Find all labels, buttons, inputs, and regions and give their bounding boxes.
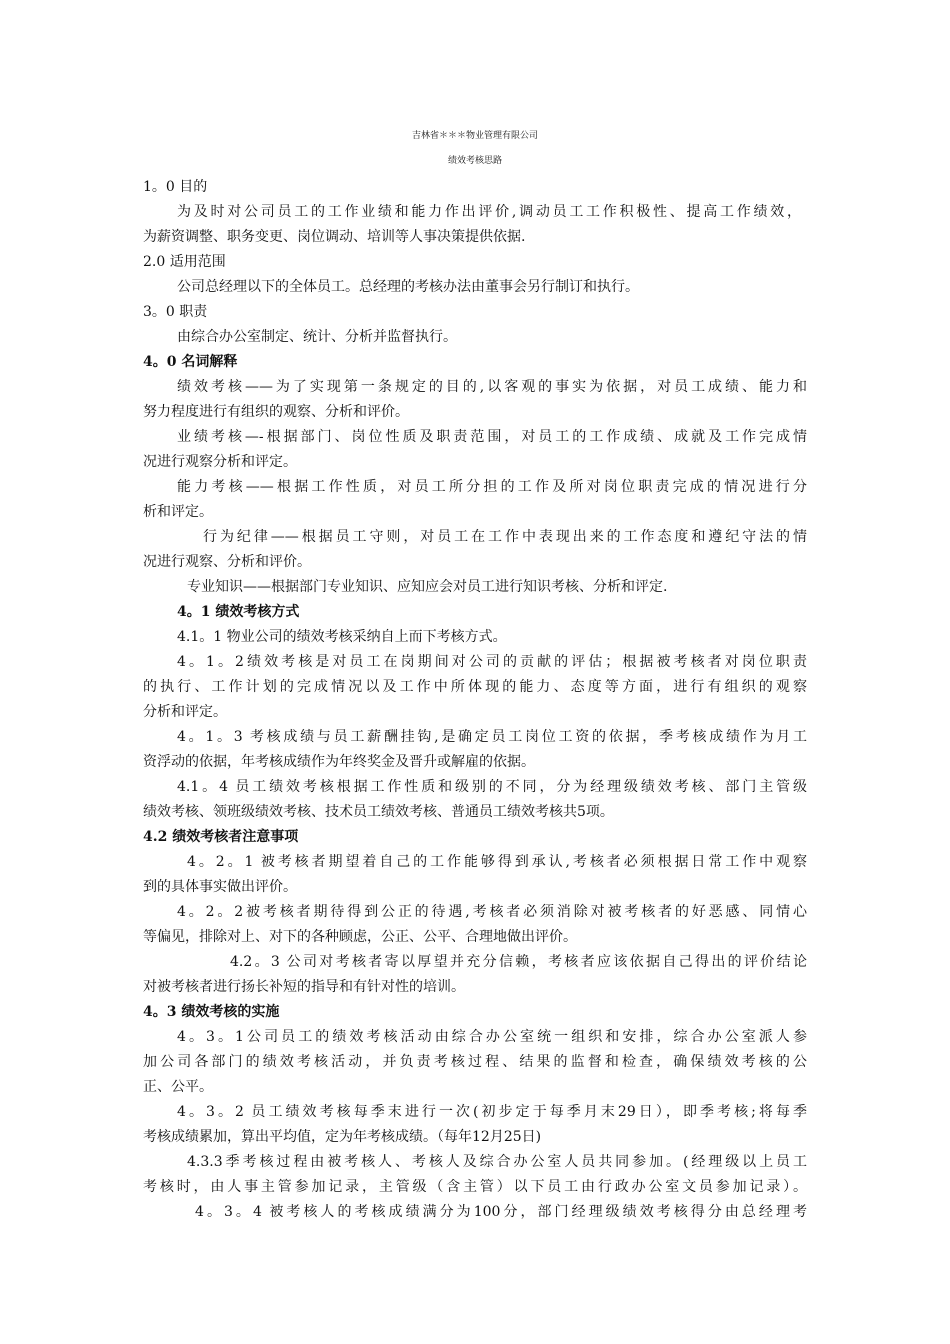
- paragraph-line: 况进行观察、分析和评价。: [143, 554, 311, 570]
- paragraph-line: 考核时，由人事主管参加记录，主管级（含主管）以下员工由行政办公室文员参加记录）。: [143, 1179, 807, 1195]
- paragraph-line: 正、公平。: [143, 1079, 213, 1095]
- paragraph-line: 能力考核——根据工作性质，对员工所分担的工作及所对岗位职责完成的情况进行分: [177, 479, 807, 495]
- document-title: 绩效考核思路: [447, 156, 502, 166]
- paragraph-line: 4。1。3 考核成绩与员工薪酬挂钩,是确定员工岗位工资的依据，季考核成绩作为月工: [177, 729, 807, 745]
- paragraph-line: 4。2。2被考核者期待得到公正的待遇,考核者必须消除对被考核者的好恶感、同情心: [177, 904, 807, 920]
- subsection-heading: 4。3 绩效考核的实施: [143, 1004, 280, 1020]
- paragraph-line: 加公司各部门的绩效考核活动，并负责考核过程、结果的监督和检查，确保绩效考核的公: [143, 1054, 807, 1070]
- paragraph-line: 为薪资调整、职务变更、岗位调动、培训等人事决策提供依据.: [143, 229, 526, 245]
- paragraph-line: 到的具体事实做出评价。: [143, 879, 297, 895]
- paragraph-line: 况进行观察分析和评定。: [143, 454, 297, 470]
- section-heading: 4。0 名词解释: [143, 354, 238, 370]
- paragraph-line: 4。1。2绩效考核是对员工在岗期间对公司的贡献的评估；根据被考核者对岗位职责: [177, 654, 807, 670]
- company-title: 吉林省＊＊＊物业管理有限公司: [411, 131, 538, 141]
- section-heading: 2.0 适用范围: [143, 254, 226, 270]
- paragraph-line: 资浮动的依据，年考核成绩作为年终奖金及晋升或解雇的依据。: [143, 754, 535, 770]
- paragraph-line: 4.1。1 物业公司的绩效考核采纳自上而下考核方式。: [177, 629, 507, 645]
- paragraph-line: 绩效考核、领班级绩效考核、技术员工绩效考核、普通员工绩效考核共5项。: [143, 804, 614, 820]
- paragraph-line: 4.1。4 员工绩效考核根据工作性质和级别的不同，分为经理级绩效考核、部门主管级: [177, 779, 807, 795]
- paragraph-line: 公司总经理以下的全体员工。总经理的考核办法由董事会另行制订和执行。: [177, 279, 639, 295]
- paragraph-line: 专业知识——根据部门专业知识、应知应会对员工进行知识考核、分析和评定.: [187, 579, 668, 595]
- paragraph-line: 绩效考核——为了实现第一条规定的目的,以客观的事实为依据，对员工成绩、能力和: [177, 379, 807, 395]
- paragraph-line: 等偏见，排除对上、对下的各种顾虑，公正、公平、合理地做出评价。: [143, 929, 577, 945]
- paragraph-line: 的执行、工作计划的完成情况以及工作中所体现的能力、态度等方面，进行有组织的观察: [143, 679, 807, 695]
- paragraph-line: 行为纪律——根据员工守则，对员工在工作中表现出来的工作态度和遵纪守法的情: [203, 529, 807, 545]
- paragraph-line: 4。3。2 员工绩效考核每季末进行一次(初步定于每季月末29日），即季考核;将每季: [177, 1104, 807, 1120]
- paragraph-line: 4。3。4 被考核人的考核成绩满分为100分，部门经理级绩效考核得分由总经理考: [195, 1204, 807, 1220]
- paragraph-line: 对被考核者进行扬长补短的指导和有针对性的培训。: [143, 979, 465, 995]
- paragraph-line: 努力程度进行有组织的观察、分析和评价。: [143, 404, 409, 420]
- paragraph-line: 4.3.3季考核过程由被考核人、考核人及综合办公室人员共同参加。(经理级以上员工: [187, 1154, 807, 1170]
- subsection-heading: 4.2 绩效考核者注意事项: [143, 829, 299, 845]
- paragraph-line: 析和评定。: [143, 504, 213, 520]
- paragraph-line: 4.2。3 公司对考核者寄以厚望并充分信赖，考核者应该依据自己得出的评价结论: [230, 954, 807, 970]
- subsection-heading: 4。1 绩效考核方式: [177, 604, 300, 620]
- section-heading: 1。0 目的: [143, 179, 208, 195]
- paragraph-line: 分析和评定。: [143, 704, 227, 720]
- paragraph-line: 考核成绩累加，算出平均值，定为年考核成绩。（每年12月25日): [143, 1129, 542, 1145]
- paragraph-line: 由综合办公室制定、统计、分析并监督执行。: [177, 329, 457, 345]
- paragraph-line: 业绩考核—-根据部门、岗位性质及职责范围，对员工的工作成绩、成就及工作完成情: [177, 429, 807, 445]
- section-heading: 3。0 职责: [143, 304, 208, 320]
- paragraph-line: 4。3。1公司员工的绩效考核活动由综合办公室统一组织和安排，综合办公室派人参: [177, 1029, 807, 1045]
- paragraph-line: 为及时对公司员工的工作业绩和能力作出评价,调动员工工作积极性、提高工作绩效，: [177, 204, 801, 220]
- paragraph-line: 4。2。1 被考核者期望着自己的工作能够得到承认,考核者必须根据日常工作中观察: [187, 854, 807, 870]
